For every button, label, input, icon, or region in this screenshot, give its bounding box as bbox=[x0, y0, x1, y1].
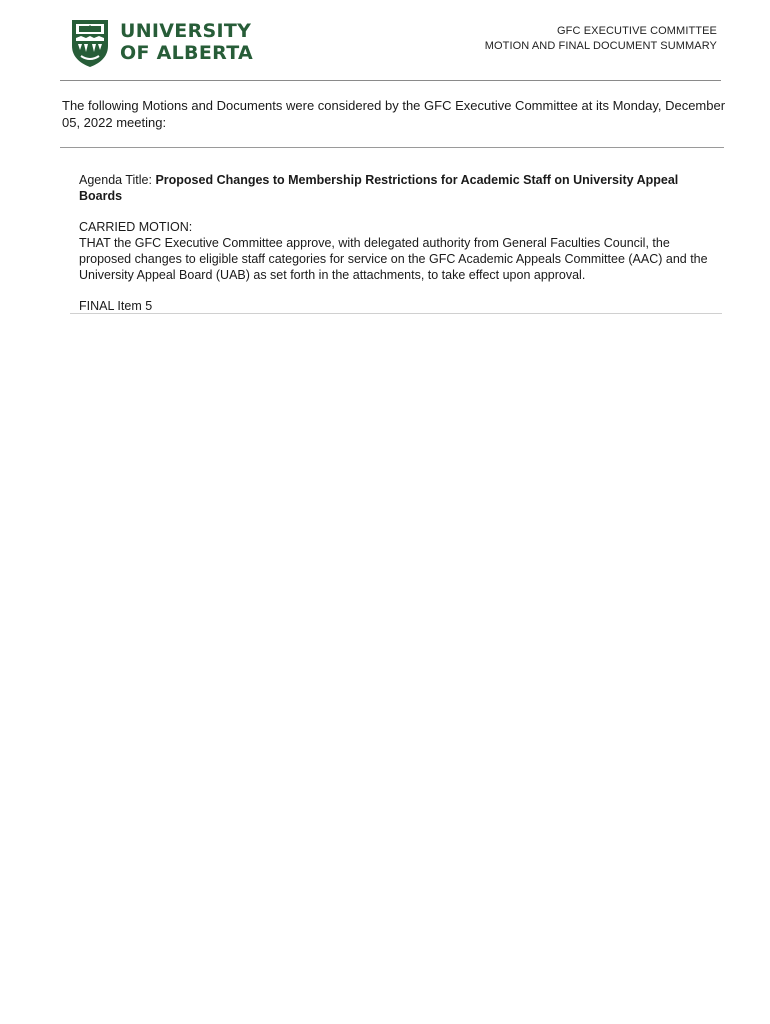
document-type: MOTION AND FINAL DOCUMENT SUMMARY bbox=[484, 40, 717, 52]
final-item-label: FINAL Item 5 bbox=[79, 299, 153, 313]
document-meta bbox=[485, 24, 717, 54]
agenda-title-label: Agenda Title: bbox=[79, 173, 156, 187]
intro-paragraph: The following Motions and Documents were considered by the GFC Executive Committee at its Monday, December 05, 2022 meeting: bbox=[62, 98, 726, 130]
logo-line-1: UNIVERSITY bbox=[120, 20, 252, 42]
university-crest-icon bbox=[70, 18, 110, 68]
footer-divider bbox=[70, 313, 722, 314]
agenda-title bbox=[79, 172, 719, 204]
university-wordmark bbox=[120, 20, 253, 64]
motion-text: THAT the GFC Executive Committee approve, with delegated authority from General Faculties Council, the proposed changes to eligible staff categories for service on the GFC Academic Appeals Committee (AAC) and the University Appeal Board (UAB) as set forth in the attachments, to take effect upon approval. bbox=[79, 236, 708, 282]
document-header bbox=[0, 0, 770, 82]
agenda-title-text: Proposed Changes to Membership Restrictions for Academic Staff on University Appeal Boards bbox=[79, 173, 679, 203]
header-divider bbox=[60, 80, 721, 81]
committee-name: GFC EXECUTIVE COMMITTEE bbox=[557, 25, 717, 37]
motion-label: CARRIED MOTION: bbox=[79, 220, 193, 234]
university-logo bbox=[70, 18, 260, 70]
logo-line-2: OF ALBERTA bbox=[120, 42, 253, 64]
section-divider bbox=[60, 147, 724, 148]
